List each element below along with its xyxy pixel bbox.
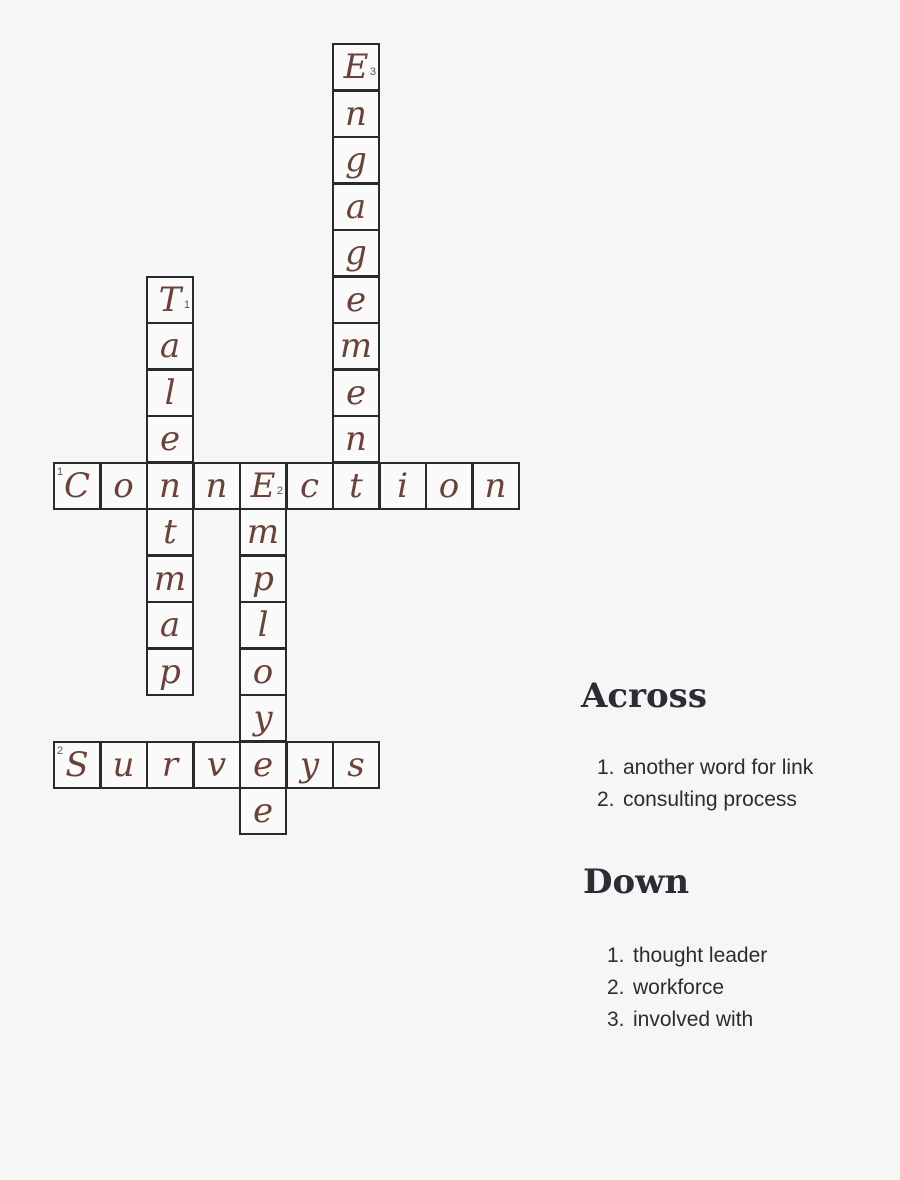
crossword-cell[interactable] bbox=[425, 462, 473, 510]
crossword-cell[interactable] bbox=[286, 462, 334, 510]
crossword-cell[interactable] bbox=[239, 694, 287, 742]
clue-number: 3 bbox=[369, 66, 376, 78]
cell-letter: g bbox=[345, 140, 367, 180]
cell-letter: n bbox=[345, 93, 367, 134]
across-clue: 1. another word for link bbox=[597, 756, 814, 779]
cell-letter: a bbox=[159, 326, 181, 366]
clue-number: 1 bbox=[183, 298, 190, 311]
cell-letter: T bbox=[158, 279, 182, 320]
cell-letter: S bbox=[65, 744, 89, 785]
crossword-cell[interactable] bbox=[239, 462, 287, 510]
crossword-cell[interactable] bbox=[332, 276, 380, 324]
down-clue: 1. thought leader bbox=[607, 944, 768, 967]
cell-letter: e bbox=[252, 744, 274, 785]
crossword-cell[interactable] bbox=[146, 462, 194, 510]
cell-letter: l bbox=[164, 372, 176, 413]
cell-letter: v bbox=[206, 744, 227, 785]
crossword-cell[interactable] bbox=[146, 601, 194, 649]
crossword-cell[interactable] bbox=[146, 276, 194, 324]
crossword-cell[interactable] bbox=[332, 741, 380, 789]
crossword-cell[interactable] bbox=[332, 462, 380, 510]
crossword-cell[interactable] bbox=[286, 741, 334, 789]
cell-letter: C bbox=[63, 465, 90, 506]
crossword-cell[interactable] bbox=[100, 741, 148, 789]
crossword-cell[interactable] bbox=[379, 462, 427, 510]
cell-letter: m bbox=[339, 326, 373, 366]
crossword-cell[interactable] bbox=[146, 415, 194, 463]
cell-letter: y bbox=[253, 698, 273, 738]
crossword-cell[interactable] bbox=[239, 601, 287, 649]
cell-letter: r bbox=[161, 744, 179, 785]
crossword-cell[interactable] bbox=[193, 462, 241, 510]
across-clue: 2. consulting process bbox=[597, 788, 797, 811]
cell-letter: E bbox=[343, 47, 369, 87]
crossword-cell[interactable] bbox=[146, 322, 194, 370]
crossword-cell[interactable] bbox=[239, 555, 287, 603]
cell-letter: u bbox=[112, 744, 135, 785]
crossword-cell[interactable] bbox=[146, 508, 194, 556]
crossword-cell[interactable] bbox=[332, 415, 380, 463]
crossword-cell[interactable] bbox=[332, 136, 380, 184]
cell-letter: e bbox=[345, 279, 367, 320]
crossword-cell[interactable] bbox=[332, 43, 380, 91]
cell-letter: a bbox=[345, 186, 367, 227]
cell-letter: o bbox=[438, 465, 460, 506]
cell-letter: o bbox=[252, 651, 274, 692]
cell-letter: t bbox=[163, 512, 177, 552]
crossword-cell[interactable] bbox=[100, 462, 148, 510]
across-heading: Across bbox=[581, 676, 707, 716]
cell-letter: y bbox=[299, 744, 320, 785]
crossword-cell[interactable] bbox=[146, 369, 194, 417]
cell-letter: a bbox=[159, 605, 181, 645]
cell-letter: l bbox=[257, 605, 269, 645]
cell-letter: p bbox=[252, 558, 274, 599]
cell-letter: n bbox=[205, 465, 228, 506]
crossword-cell[interactable] bbox=[53, 462, 101, 510]
crossword-cell[interactable] bbox=[146, 555, 194, 603]
cell-letter: n bbox=[345, 419, 367, 459]
cell-letter: e bbox=[159, 419, 181, 459]
crossword-cell[interactable] bbox=[332, 90, 380, 138]
crossword-cell[interactable] bbox=[239, 648, 287, 696]
clue-number: 2 bbox=[276, 484, 283, 497]
crossword-cell[interactable] bbox=[146, 648, 194, 696]
crossword-cell[interactable] bbox=[239, 508, 287, 556]
crossword-cell[interactable] bbox=[53, 741, 101, 789]
crossword-cell[interactable] bbox=[146, 741, 194, 789]
cell-letter: t bbox=[349, 465, 363, 506]
crossword-cell[interactable] bbox=[332, 369, 380, 417]
crossword-cell[interactable] bbox=[472, 462, 520, 510]
cell-letter: m bbox=[153, 558, 187, 599]
crossword-cell[interactable] bbox=[332, 183, 380, 231]
cell-letter: n bbox=[159, 465, 181, 506]
down-clue: 2. workforce bbox=[607, 976, 725, 999]
cell-letter: o bbox=[113, 465, 134, 506]
cell-letter: E bbox=[250, 465, 276, 506]
cell-letter: s bbox=[347, 744, 365, 785]
across-clue-list bbox=[597, 752, 813, 816]
cell-letter: g bbox=[345, 233, 367, 273]
clue-number: 2 bbox=[57, 744, 64, 757]
down-heading: Down bbox=[583, 862, 690, 902]
crossword-cell[interactable] bbox=[239, 787, 287, 835]
cell-letter: i bbox=[397, 465, 408, 506]
cell-letter: c bbox=[299, 465, 320, 506]
cell-letter: p bbox=[159, 651, 181, 692]
cell-letter: m bbox=[246, 512, 280, 552]
clue-number: 1 bbox=[57, 465, 64, 478]
cell-letter: n bbox=[484, 465, 507, 506]
down-clue: 3. involved with bbox=[607, 1008, 754, 1031]
cell-letter: e bbox=[345, 372, 367, 413]
crossword-cell[interactable] bbox=[332, 322, 380, 370]
crossword-cell[interactable] bbox=[332, 229, 380, 277]
crossword-cell[interactable] bbox=[193, 741, 241, 789]
crossword-cell[interactable] bbox=[239, 741, 287, 789]
cell-letter: e bbox=[252, 791, 274, 831]
down-clue-list bbox=[607, 940, 767, 1036]
